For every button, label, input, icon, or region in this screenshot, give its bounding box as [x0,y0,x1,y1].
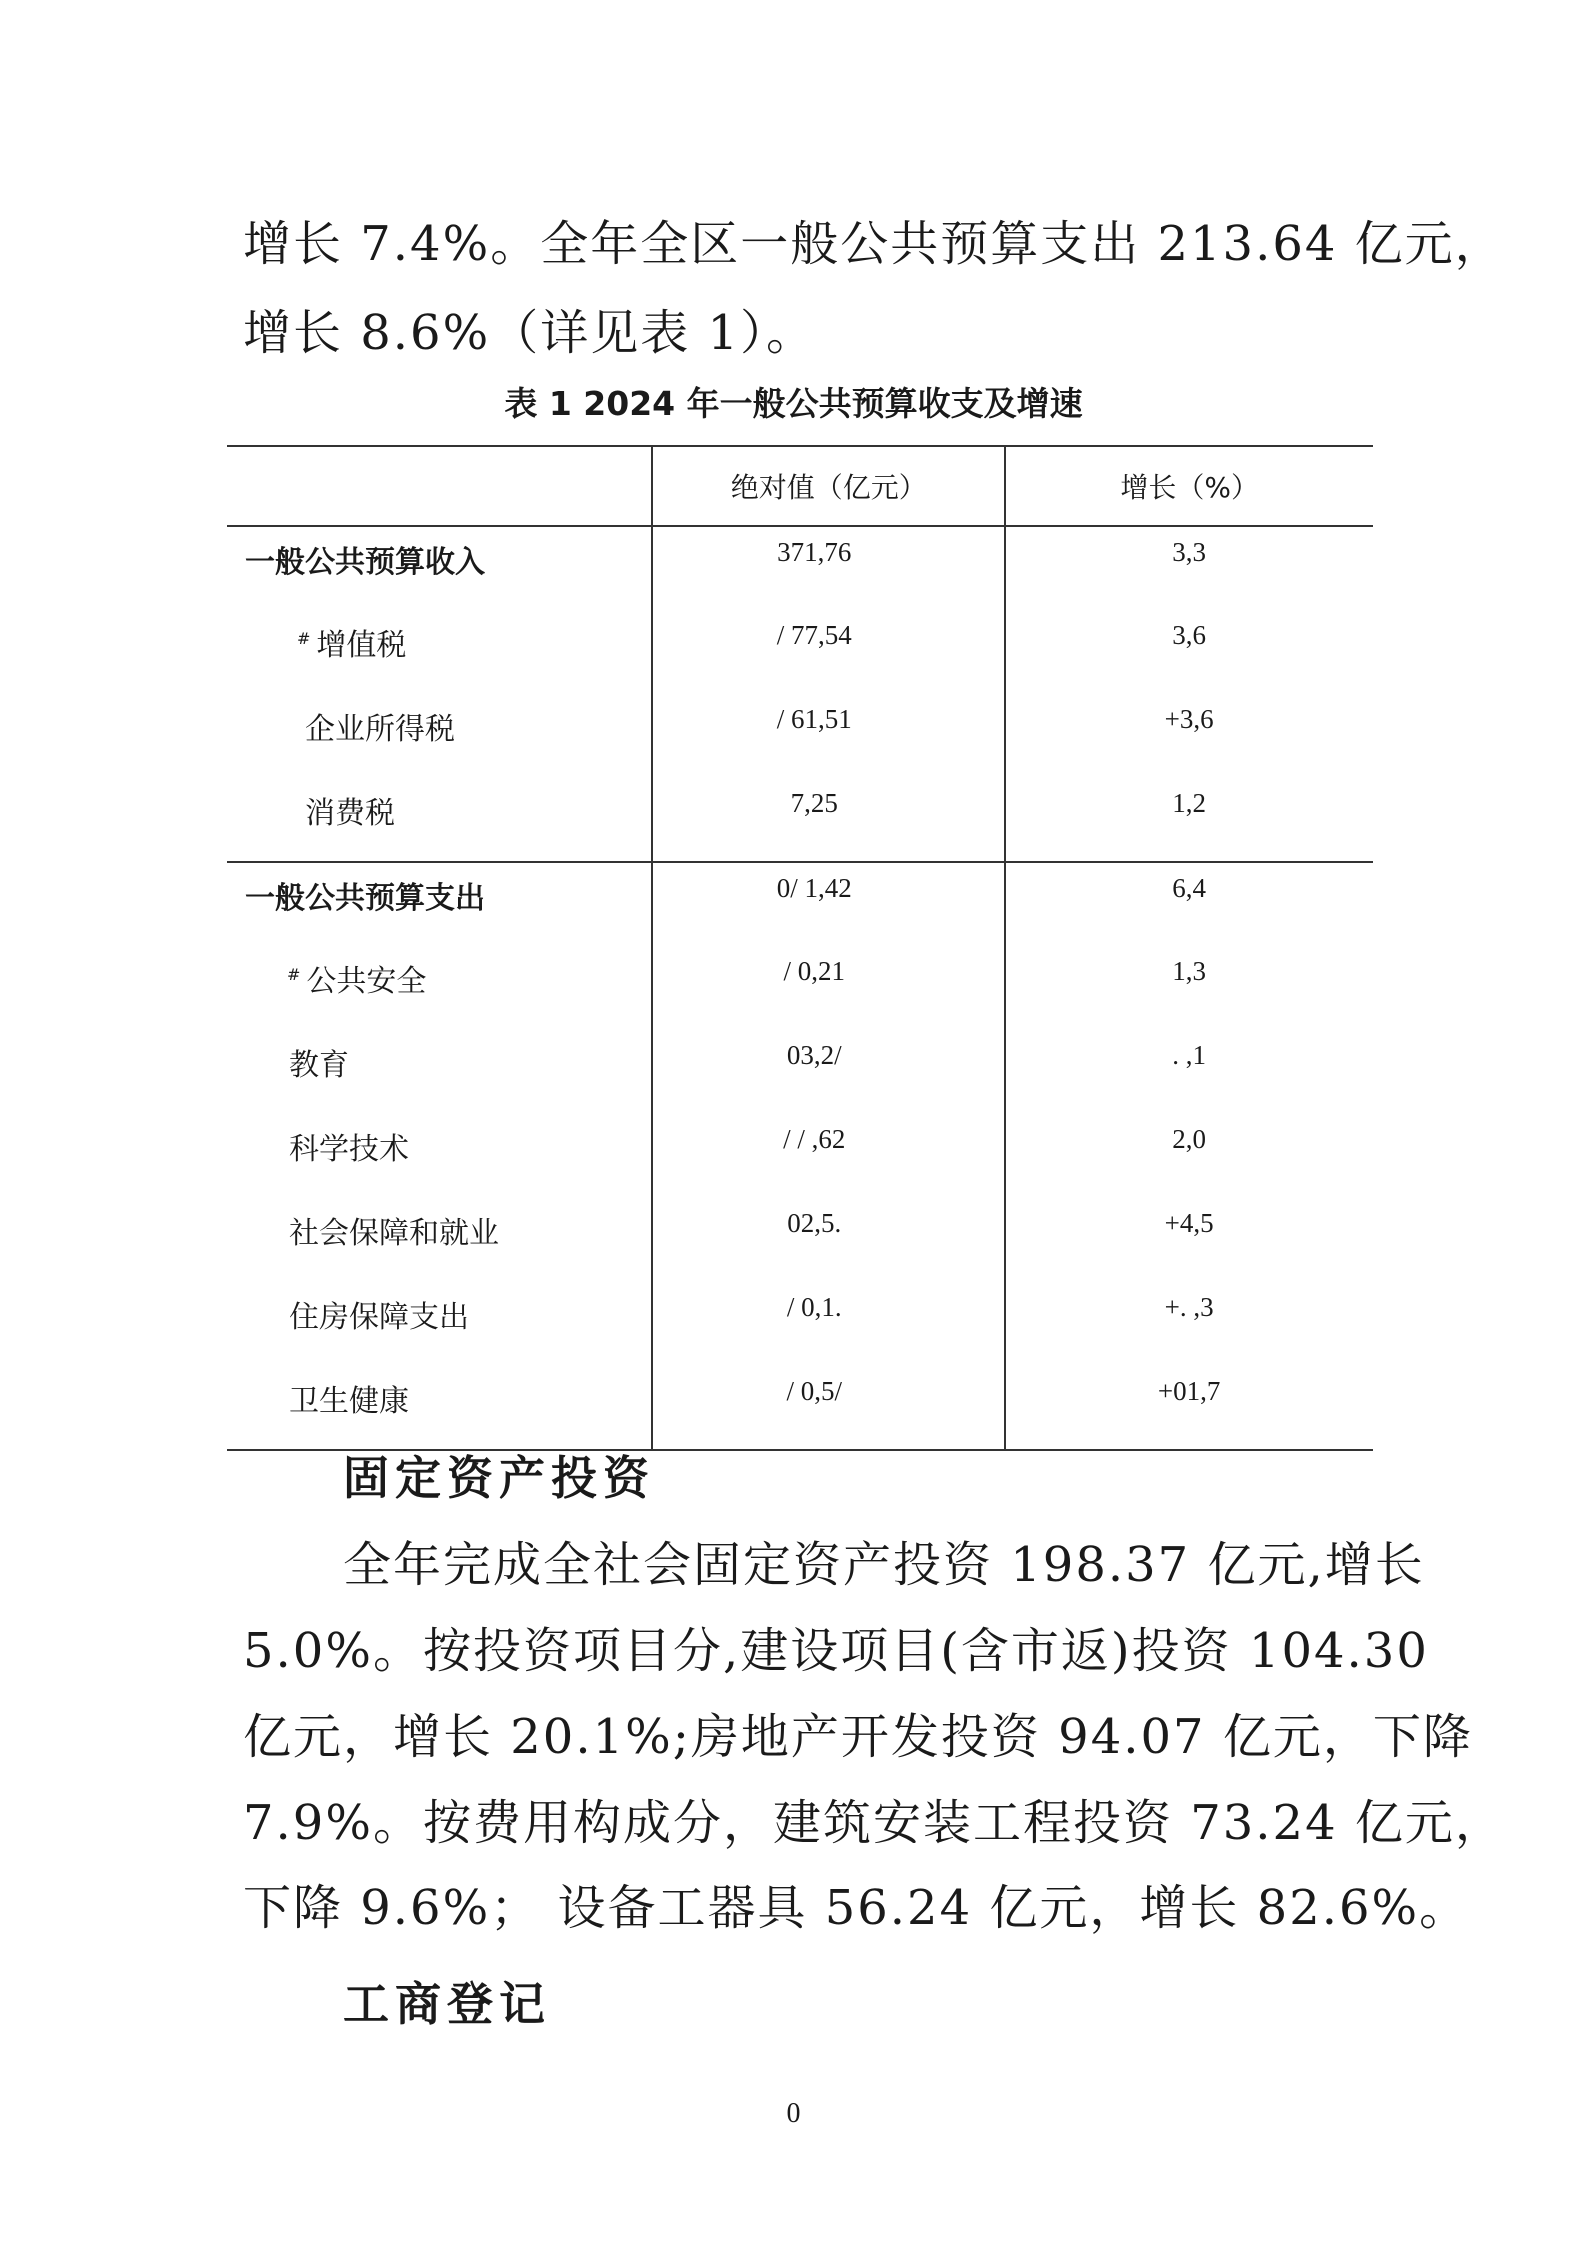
investment-heading: 固定资产投资 [343,1451,655,1505]
expenditure-total-row [227,862,1373,946]
income-label: 一般公共预算收入 [245,545,485,580]
item-value: / / ,62 [652,1114,1005,1198]
item-growth: 2,0 [1172,1124,1207,1154]
table-row [227,1282,1373,1366]
item-value: / 0,5/ [652,1366,1005,1450]
item-growth: +01,7 [1005,1366,1373,1450]
header-absolute-value: 绝对值（亿元） [652,446,1005,526]
item-label: 消费税 [305,796,395,831]
budget-table [227,445,1373,1451]
expenditure-growth: 6,4 [1005,862,1373,946]
investment-line-4: 7.9%。按费用构成分，建筑安装工程投资 73.24 亿元， [243,1795,1505,1851]
item-value: / 61,51 [652,694,1005,778]
header-blank [227,446,652,526]
investment-line-3: 亿元，增长 20.1%;房地产开发投资 94.07 亿元，下降 [243,1709,1473,1765]
table-row [227,694,1373,778]
income-growth: 3,3 [1172,537,1207,567]
item-label: 教育 [289,1048,349,1083]
item-value: / 0,1. [652,1282,1005,1366]
expenditure-value: 0/ 1,42 [652,862,1005,946]
item-growth: +. ,3 [1164,1292,1214,1322]
item-growth: . ,1 [1172,1040,1207,1070]
expenditure-label: 一般公共预算支出 [227,862,652,946]
of-which-mark: # [287,965,301,984]
intro-line-2: 增长 8.6%（详见表 1）。 [243,305,817,361]
item-growth: 1,3 [1172,956,1207,986]
table-row [227,1198,1373,1282]
header-growth: 增长（%） [1005,446,1373,526]
table-header-row [227,446,1373,526]
of-which-mark: # [297,629,311,648]
business-heading: 工商登记 [343,1977,551,2031]
item-value: 7,25 [652,778,1005,862]
item-label [227,610,652,694]
item-label [227,946,652,1030]
item-label: 科学技术 [289,1132,409,1167]
item-label: 住房保障支出 [289,1300,469,1335]
table-row [227,778,1373,862]
item-label-text: 公共安全 [306,964,427,999]
item-value: 03,2/ [652,1030,1005,1114]
item-growth: +3,6 [1164,704,1214,734]
item-growth: 1,2 [1172,788,1207,818]
table-row [227,610,1373,694]
item-value: 02,5. [652,1198,1005,1282]
income-total-row [227,526,1373,610]
table-row [227,1030,1373,1114]
item-label-text: 增值税 [316,628,407,663]
item-label: 社会保障和就业 [289,1216,499,1251]
item-value: / 0,21 [652,946,1005,1030]
table-row [227,1366,1373,1450]
item-growth: 3,6 [1172,620,1207,650]
item-label: 卫生健康 [227,1366,652,1450]
income-value: 371,76 [652,526,1005,610]
table-caption: 表 1 2024 年一般公共预算收支及增速 [504,384,1083,423]
item-label: 企业所得税 [305,712,455,747]
investment-line-1: 全年完成全社会固定资产投资 198.37 亿元,增长 [343,1537,1425,1593]
item-value: / 77,54 [652,610,1005,694]
investment-line-2: 5.0%。按投资项目分,建设项目(含市返)投资 104.30 [243,1623,1429,1679]
table-row [227,1114,1373,1198]
investment-line-5: 下降 9.6%； 设备工器具 56.24 亿元，增长 82.6%。 [243,1880,1470,1936]
item-growth: +4,5 [1164,1208,1214,1238]
table-row [227,946,1373,1030]
intro-line-1: 增长 7.4%。全年全区一般公共预算支出 213.64 亿元， [243,216,1505,272]
page-number: 0 [786,2098,801,2129]
